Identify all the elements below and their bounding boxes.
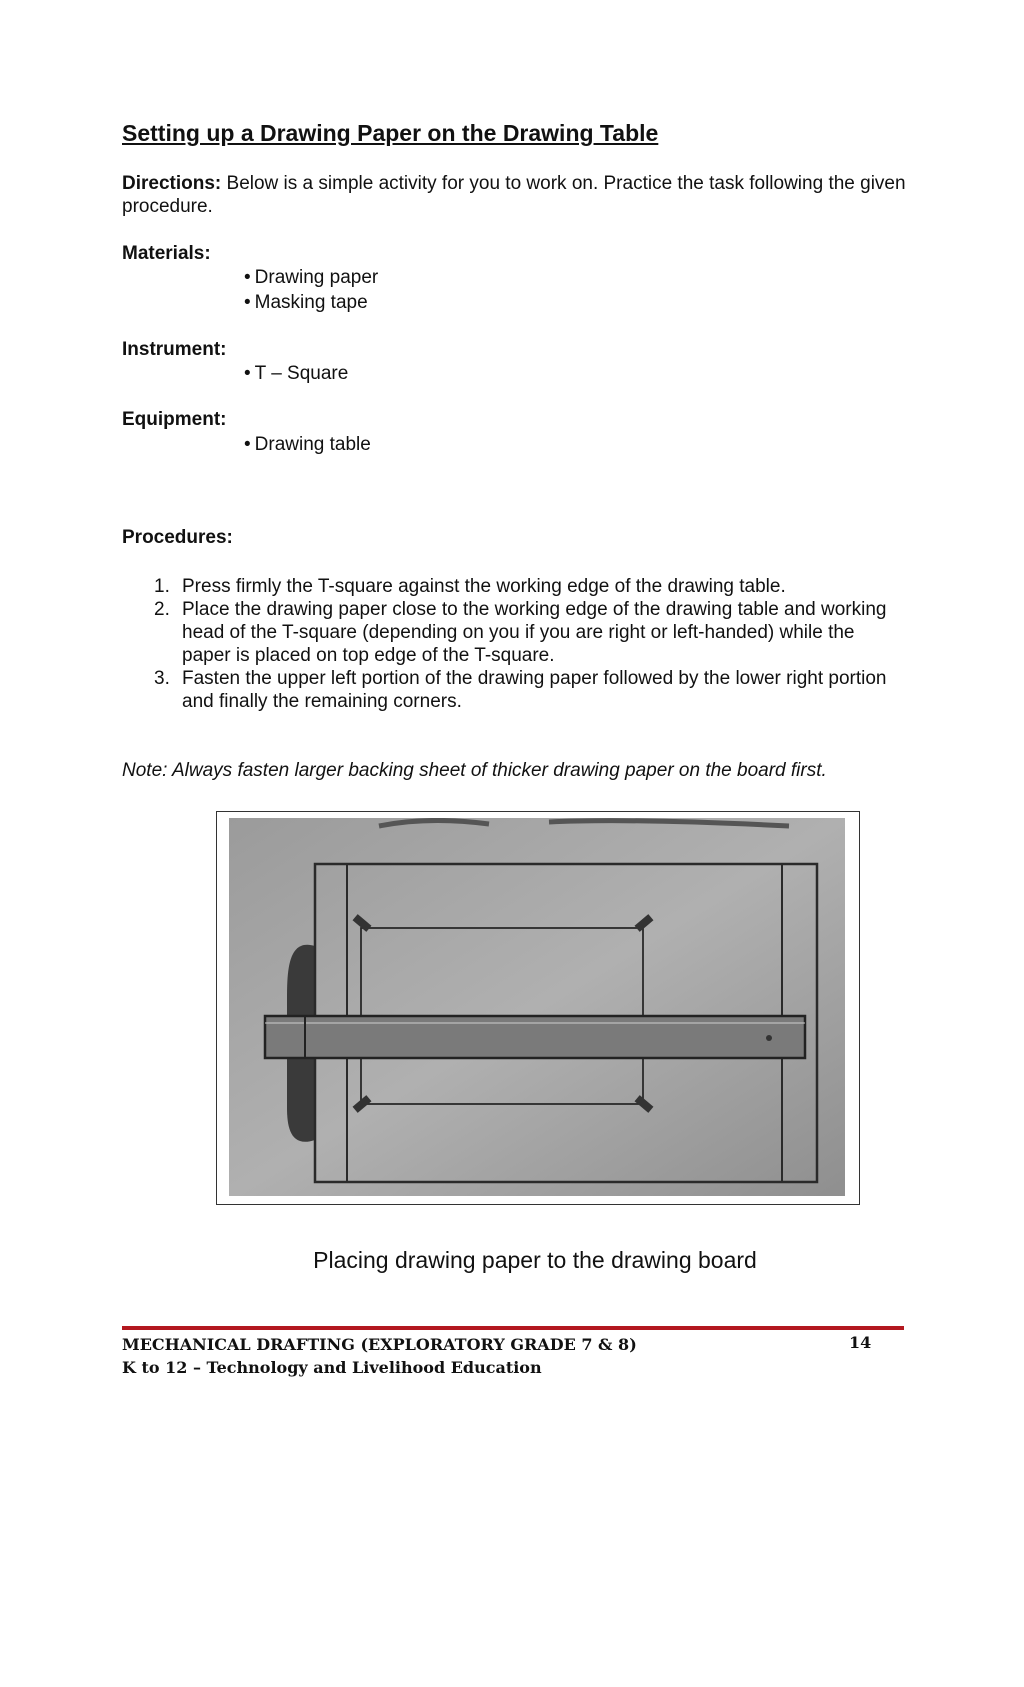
list-item: • T – Square bbox=[244, 361, 348, 386]
t-square-hole bbox=[766, 1035, 772, 1041]
note-text: Note: Always fasten larger backing sheet of thicker drawing paper on the board first. bbox=[122, 760, 827, 781]
figure-caption: Placing drawing paper to the drawing board bbox=[313, 1247, 757, 1273]
procedure-step bbox=[142, 575, 902, 598]
list-item: • Drawing table bbox=[244, 432, 371, 457]
figure-frame bbox=[216, 811, 860, 1205]
step-text: Fasten the upper left portion of the drawing paper followed by the lower right portion and finally the remaining corners. bbox=[182, 668, 887, 712]
directions-paragraph bbox=[122, 172, 912, 218]
t-square-blade bbox=[265, 1016, 805, 1058]
page-title: Setting up a Drawing Paper on the Drawing Table bbox=[122, 120, 659, 146]
footer-text bbox=[122, 1333, 637, 1379]
step-number: 3. bbox=[154, 668, 170, 689]
procedure-step bbox=[142, 667, 902, 713]
directions-label: Directions: bbox=[122, 173, 222, 194]
list-item: • Drawing paper bbox=[244, 265, 378, 290]
instrument-list bbox=[244, 361, 348, 386]
page-number: 14 bbox=[849, 1333, 872, 1352]
step-text: Place the drawing paper close to the working edge of the drawing table and working head of the T-square (depending on you if you are right or left-handed) while the paper is placed on top edge of the T-square. bbox=[182, 599, 887, 666]
directions-text: Below is a simple activity for you to work on. Practice the task following the given procedure. bbox=[122, 173, 906, 217]
equipment-list bbox=[244, 432, 371, 457]
step-number: 1. bbox=[154, 576, 170, 597]
photo-background bbox=[229, 818, 845, 1196]
footer-rule bbox=[122, 1326, 904, 1330]
footer-program-title: K to 12 – Technology and Livelihood Education bbox=[122, 1358, 542, 1377]
materials-label: Materials: bbox=[122, 243, 211, 264]
equipment-label: Equipment: bbox=[122, 409, 227, 430]
procedure-step bbox=[142, 598, 902, 667]
step-number: 2. bbox=[154, 599, 170, 620]
instrument-label: Instrument: bbox=[122, 339, 227, 360]
footer-course-title: MECHANICAL DRAFTING (EXPLORATORY GRADE 7 & 8) bbox=[122, 1335, 637, 1354]
procedures-label: Procedures: bbox=[122, 527, 233, 548]
procedures-list bbox=[142, 575, 902, 713]
step-text: Press firmly the T-square against the working edge of the drawing table. bbox=[182, 576, 786, 597]
drawing-board-illustration bbox=[229, 818, 845, 1196]
list-item: • Masking tape bbox=[244, 290, 378, 315]
materials-list bbox=[244, 265, 378, 315]
